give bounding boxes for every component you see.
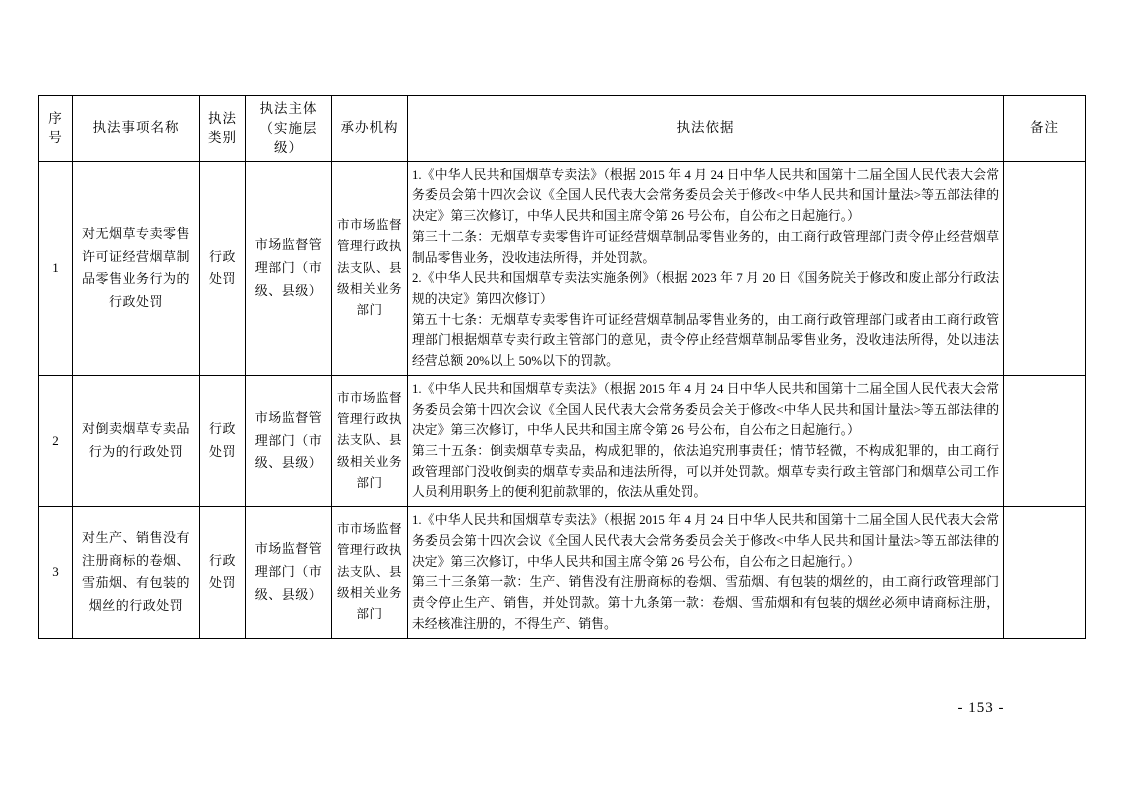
header-type [200, 96, 246, 162]
table-row [39, 507, 1086, 638]
basis-paragraph: 第三十五条：倒卖烟草专卖品，构成犯罪的，依法追究刑事责任；情节轻微，不构成犯罪的，由工商行政管理部门没收倒卖的烟草专卖品和违法所得，可以并处罚款。烟草专卖行政主管部门和烟草公司工作人员利用职务上的便利犯前款罪的，依法从重处罚。 [412, 444, 999, 500]
header-type-line2: 类别 [208, 130, 237, 146]
cell-seq: 3 [39, 507, 73, 638]
header-type-line1: 执法 [208, 110, 237, 126]
basis-paragraph: 1.《中华人民共和国烟草专卖法》（根据 2015 年 4 月 24 日中华人民共和国第十二届全国人民代表大会常务委员会第十四次会议《全国人民代表大会常务委员会关于修改<中华人民共和国计量法>等五部法律的决定》第三次修订，中华人民共和国主席令第 26 号公布，自公布之日起施行。） [412, 167, 999, 224]
basis-paragraph: 第三十三条第一款：生产、销售没有注册商标的卷烟、雪茄烟、有包装的烟丝的，由工商行政管理部门责令停止生产、销售，并处罚款。第十九条第一款：卷烟、雪茄烟和有包装的烟丝必须申请商标注册，未经核准注册的，不得生产、销售。 [412, 575, 999, 631]
cell-name: 对倒卖烟草专卖品行为的行政处罚 [73, 375, 200, 506]
page-number [0, 700, 1122, 717]
cell-subject: 市场监督管理部门（市级、县级） [246, 507, 332, 638]
cell-seq: 2 [39, 375, 73, 506]
cell-remark [1004, 161, 1086, 375]
header-subject-line2: （实施层级） [259, 120, 318, 156]
header-basis: 执法依据 [408, 96, 1004, 162]
basis-paragraph: 第五十七条：无烟草专卖零售许可证经营烟草制品零售业务的，由工商行政管理部门或者由工商行政管理部门根据烟草专卖行政主管部门的意见，责令停止经营烟草制品零售业务，没收违法所得，处以违法经营总额 20%以上 50%以下的罚款。 [412, 312, 999, 369]
cell-basis [408, 507, 1004, 638]
cell-org: 市市场监督管理行政执法支队、县级相关业务部门 [332, 507, 408, 638]
page-number-value: - 153 - [957, 700, 1005, 716]
cell-name: 对无烟草专卖零售许可证经营烟草制品零售业务行为的行政处罚 [73, 161, 200, 375]
header-remark: 备注 [1004, 96, 1086, 162]
cell-type: 行政处罚 [200, 507, 246, 638]
header-seq-line2: 号 [48, 130, 63, 146]
cell-org: 市市场监督管理行政执法支队、县级相关业务部门 [332, 375, 408, 506]
table-row [39, 161, 1086, 375]
basis-paragraph: 1.《中华人民共和国烟草专卖法》（根据 2015 年 4 月 24 日中华人民共和国第十二届全国人民代表大会常务委员会第十四次会议《全国人民代表大会常务委员会关于修改<中华人民共和国计量法>等五部法律的决定》第三次修订，中华人民共和国主席令第 26 号公布，自公布之日起施行。） [412, 381, 999, 438]
cell-basis [408, 161, 1004, 375]
cell-subject: 市场监督管理部门（市级、县级） [246, 375, 332, 506]
enforcement-items-table [38, 95, 1086, 639]
table-header-row [39, 96, 1086, 162]
basis-paragraph: 2.《中华人民共和国烟草专卖法实施条例》（根据 2023 年 7 月 20 日《国务院关于修改和废止部分行政法规的决定》第四次修订） [412, 271, 999, 306]
header-subject-line1: 执法主体 [259, 101, 318, 116]
basis-paragraph: 第三十二条：无烟草专卖零售许可证经营烟草制品零售业务的，由工商行政管理部门责令停止经营烟草制品零售业务，没收违法所得，并处罚款。 [412, 229, 999, 265]
cell-type: 行政处罚 [200, 375, 246, 506]
cell-type: 行政处罚 [200, 161, 246, 375]
header-name: 执法事项名称 [73, 96, 200, 162]
header-subject [246, 96, 332, 162]
header-seq-line1: 序 [48, 110, 63, 126]
cell-remark [1004, 375, 1086, 506]
cell-org: 市市场监督管理行政执法支队、县级相关业务部门 [332, 161, 408, 375]
basis-paragraph: 1.《中华人民共和国烟草专卖法》（根据 2015 年 4 月 24 日中华人民共和国第十二届全国人民代表大会常务委员会第十四次会议《全国人民代表大会常务委员会关于修改<中华人民共和国计量法>等五部法律的决定》第三次修订，中华人民共和国主席令第 26 号公布，自公布之日起施行。） [412, 513, 999, 569]
table-row [39, 375, 1086, 506]
cell-basis [408, 375, 1004, 506]
header-seq [39, 96, 73, 162]
cell-remark [1004, 507, 1086, 638]
cell-subject: 市场监督管理部门（市级、县级） [246, 161, 332, 375]
cell-seq: 1 [39, 161, 73, 375]
cell-name: 对生产、销售没有注册商标的卷烟、雪茄烟、有包装的烟丝的行政处罚 [73, 507, 200, 638]
header-org: 承办机构 [332, 96, 408, 162]
